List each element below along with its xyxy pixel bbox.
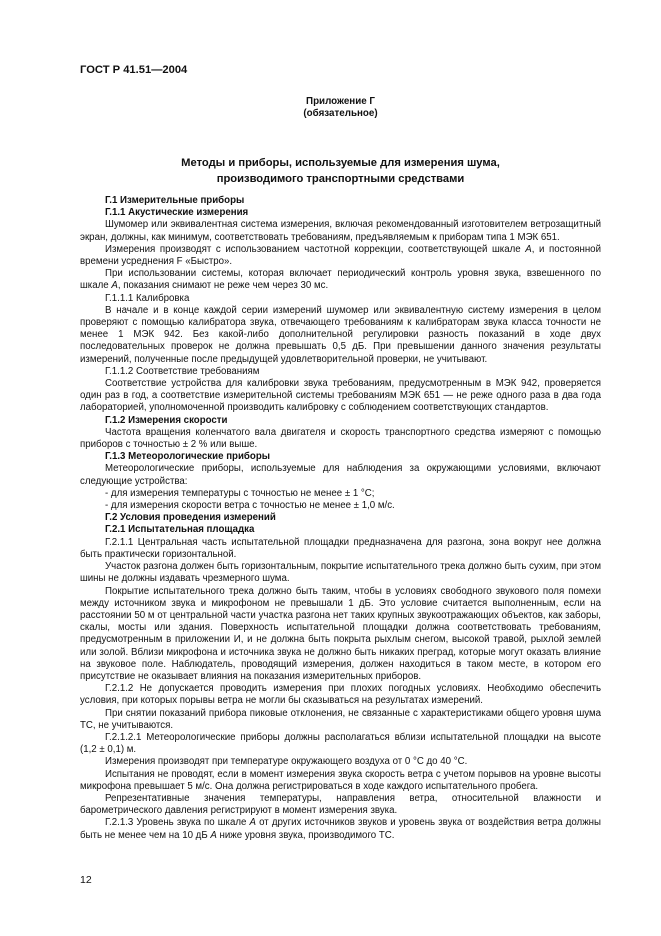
paragraph: Измерения производят при температуре окружающего воздуха от 0 °С до 40 °С. xyxy=(105,756,468,768)
paragraph: Испытания не проводят, если в момент измерения звука скорость ветра с учетом порывов на уровне высоты микрофона превышает 5 м/с. Она должна регистрироваться в ходе каждого испытательного пробега. xyxy=(80,768,601,792)
page-number: 12 xyxy=(80,874,92,886)
document-body xyxy=(80,195,601,842)
section-heading-g2: Г.2 Условия проведения измерений xyxy=(105,512,276,524)
title-line-2: производимого транспортными средствами xyxy=(216,172,465,185)
list-item: - для измерения температуры с точностью не менее ± 1 °С; xyxy=(105,487,375,499)
section-heading-g1: Г.1 Измерительные приборы xyxy=(105,195,245,206)
appendix-status: (обязательное) xyxy=(303,108,378,119)
paragraph: Г.2.1.1 Центральная часть испытательной площадки предназначена для разгона, зона вокруг нее должна быть практически горизонтальной. xyxy=(80,536,601,560)
paragraph: Участок разгона должен быть горизонтальным, покрытие испытательного трека должно быть сухим, при этом шины не должны издавать чрезмерного шума. xyxy=(80,561,601,585)
paragraph: При использовании системы, которая включает периодический контроль уровня звука, взвешенного по шкале A, показания снимают не реже чем через 30 мс. xyxy=(80,268,601,292)
subsection-heading-g111: Г.1.1.1 Калибровка xyxy=(105,292,190,304)
paragraph: Г.2.1.2 Не допускается проводить измерения при плохих погодных условиях. Необходимо обеспечить условия, при которых порывы ветра не могли бы сказываться на результатах измерений. xyxy=(80,683,601,707)
paragraph: Частота вращения коленчатого вала двигателя и скорость транспортного средства измеряют с помощью приборов с точностью ± 2 % или выше. xyxy=(80,426,601,451)
paragraph: Измерения производят с использованием частотной коррекции, соответствующей шкале A, и постоянной времени усреднения F «Быстро». xyxy=(80,243,601,268)
paragraph: В начале и в конце каждой серии измерений шумомер или эквивалентную систему измерения в целом проверяют с помощью калибратора звука, отвечающего требованиям к калибраторам звука класса точности не менее 1 МЭК 942. Без какой-либо дополнительной регулировки разность показаний в ходе двух последовательных проверок не должна превышать 0,5 дБ. При превышении данного значения результаты измерений, полученные после предыдущей удовлетворительной проверки, не учитывают. xyxy=(80,304,601,365)
paragraph: Г.2.1.3 Уровень звука по шкале А от других источников звуков и уровень звука от воздействия ветра должны быть не менее чем на 10 дБ А ниже уровня звука, производимого ТС. xyxy=(80,817,601,841)
paragraph: Покрытие испытательного трека должно быть таким, чтобы в условиях свободного звукового поля помехи между источником звука и микрофоном не превышали 1 дБ. Это условие считается выполненным, если на расстоянии 50 м от центральной части участка разгона нет таких крупных звукоотражающих объектов, как заборы, скалы, мосты или здания. Поверхность испытательной площадки должна соответствовать требованиям, предусмотренным в приложении И, и не должна быть покрыта рыхлым снегом, высокой травой, рыхлой землей или золой. Вблизи микрофона и источника звука не должно быть никаких преград, которые могут оказать влияние на звуковое поле. Наблюдатель, проводящий измерения, должен находиться в таком месте, в котором его присутствие не оказывает влияния на показания измерительных приборов. xyxy=(80,585,601,682)
paragraph: Метеорологические приборы, используемые для наблюдения за окружающими условиями, включают следующие устройства: xyxy=(80,463,601,487)
section-heading-g21: Г.2.1 Испытательная площадка xyxy=(105,524,255,536)
paragraph: Соответствие устройства для калибровки звука требованиям, предусмотренным в МЭК 942, проверяется один раз в год, а соответствие измерительной системы требованиям МЭК 651 — не реже одного раза в два года лабораторией, уполномоченной производить калибровку с соблюдением соответствующих стандартов. xyxy=(80,378,601,414)
standard-header: ГОСТ Р 41.51—2004 xyxy=(80,64,188,76)
paragraph: При снятии показаний прибора пиковые отклонения, не связанные с характеристиками общего уровня шума ТС, не учитываются. xyxy=(80,707,601,731)
paragraph: Репрезентативные значения температуры, направления ветра, относительной влажности и барометрического давления регистрируют в момент измерения звука. xyxy=(80,792,601,817)
section-heading-g12: Г.1.2 Измерения скорости xyxy=(105,414,228,426)
section-heading-g13: Г.1.3 Метеорологические приборы xyxy=(105,451,271,463)
appendix-heading xyxy=(80,96,601,120)
appendix-title: Приложение Г xyxy=(306,96,375,107)
subsection-heading-g112: Г.1.1.2 Соответствие требованиям xyxy=(105,365,260,377)
document-title xyxy=(80,156,601,187)
paragraph: Шумомер или эквивалентная система измерения, включая рекомендованный изготовителем ветрозащитный экран, должны, как минимум, соответствовать требованиям, предъявляемым к приборам типа 1 МЭК 651. xyxy=(80,219,601,243)
list-item: - для измерения скорости ветра с точностью не менее ± 1,0 м/с. xyxy=(105,500,395,512)
title-line-1: Методы и приборы, используемые для измерения шума, xyxy=(181,157,500,169)
paragraph: Г.2.1.2.1 Метеорологические приборы должны располагаться вблизи испытательной площадки на высоте (1,2 ± 0,1) м. xyxy=(80,731,601,756)
section-heading-g11: Г.1.1 Акустические измерения xyxy=(105,207,249,219)
